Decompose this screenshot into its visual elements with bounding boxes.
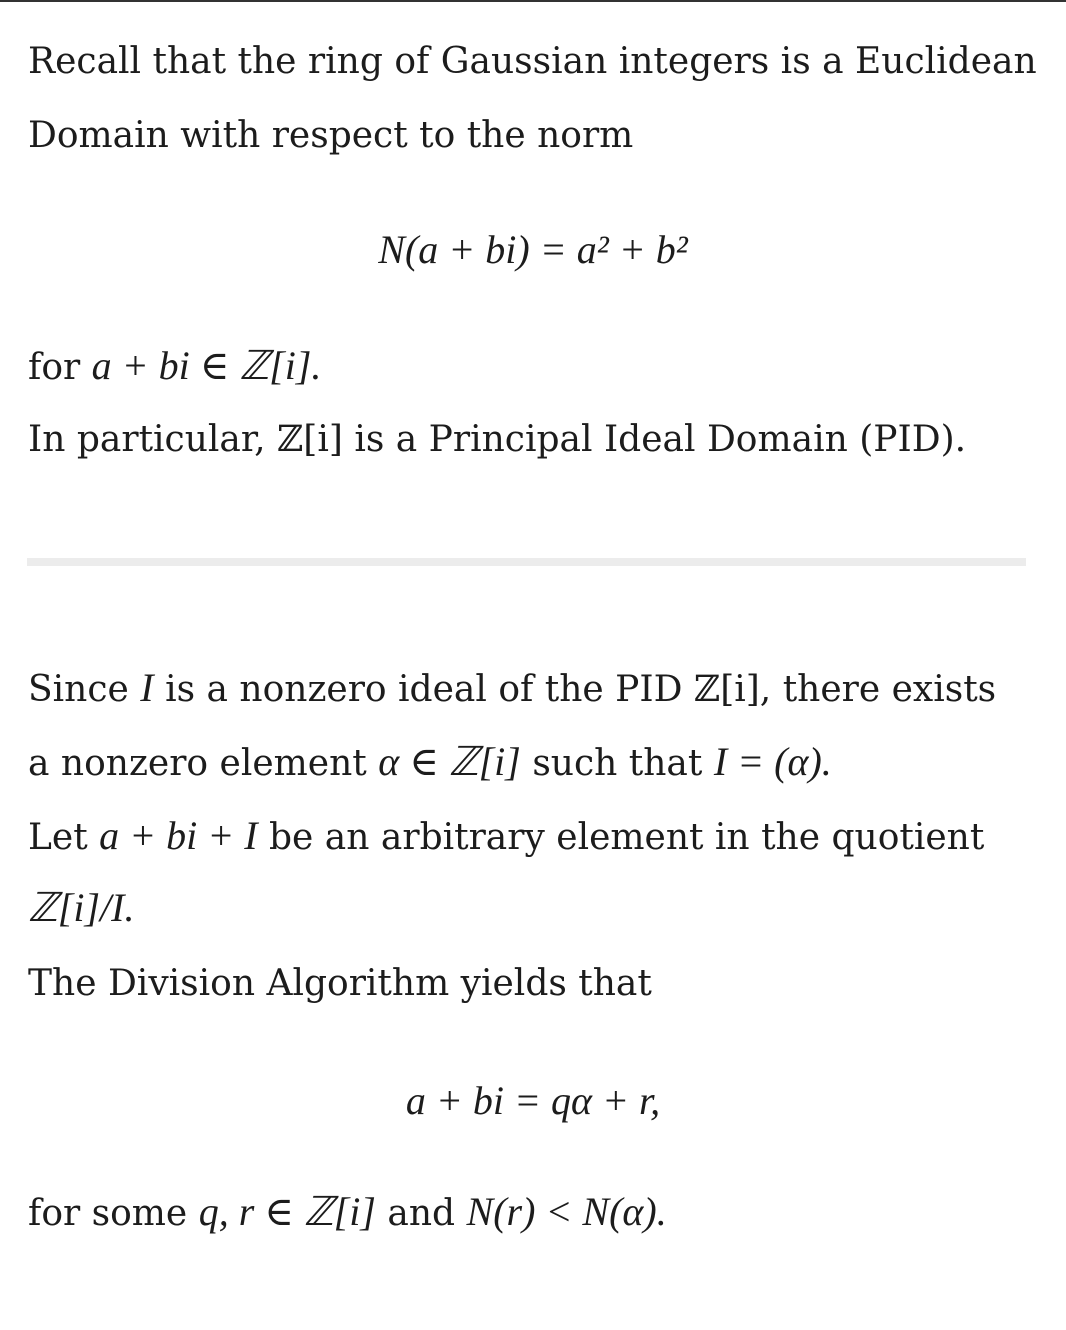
forsome-text-2: and — [387, 1193, 456, 1234]
forsome-math-1: q, r ∈ ℤ[i] — [198, 1189, 376, 1234]
for-math: a + bi ∈ ℤ[i]. — [91, 343, 322, 388]
since-text-2: is a nonzero ideal of the PID ℤ[i], there exists — [165, 669, 997, 710]
since-line — [28, 666, 996, 712]
element-text-2: such that — [532, 743, 703, 784]
quotient-math: ℤ[i]/I. — [28, 885, 135, 930]
division-line — [28, 962, 652, 1006]
paragraph-line-1 — [28, 40, 1037, 84]
display-equation-norm — [0, 225, 1066, 275]
section-divider — [27, 558, 1026, 566]
forsome-line — [28, 1190, 667, 1236]
let-text-1: Let — [28, 817, 88, 858]
division-equation: a + bi = qα + r, — [405, 1078, 661, 1123]
particular-text: In particular, ℤ[i] is a Principal Ideal Domain (PID). — [28, 419, 967, 460]
quotient-line — [28, 886, 134, 932]
since-ideal-symbol: I — [140, 665, 154, 710]
particular-line — [28, 418, 966, 462]
element-math-2: I = (α). — [713, 739, 832, 784]
let-math: a + bi + I — [99, 813, 258, 858]
since-text-1: Since — [28, 669, 129, 710]
let-line — [28, 814, 984, 860]
for-line — [28, 344, 321, 390]
norm-equation: N(a + bi) = a² + b² — [378, 227, 688, 272]
for-text: for — [28, 347, 81, 388]
division-text: The Division Algorithm yields that — [28, 963, 652, 1004]
top-rule — [0, 0, 1066, 2]
forsome-text-1: for some — [28, 1193, 188, 1234]
element-line — [28, 740, 832, 786]
para1-line1-text: Recall that the ring of Gaussian integers is a Euclidean — [28, 41, 1037, 82]
let-text-2: be an arbitrary element in the quotient — [269, 817, 985, 858]
paragraph-line-2 — [28, 114, 633, 158]
element-math-1: α ∈ ℤ[i] — [378, 739, 521, 784]
element-text-1: a nonzero element — [28, 743, 367, 784]
display-equation-division — [0, 1076, 1066, 1126]
forsome-math-2: N(r) < N(α). — [466, 1189, 667, 1234]
para1-line2-text: Domain with respect to the norm — [28, 115, 634, 156]
